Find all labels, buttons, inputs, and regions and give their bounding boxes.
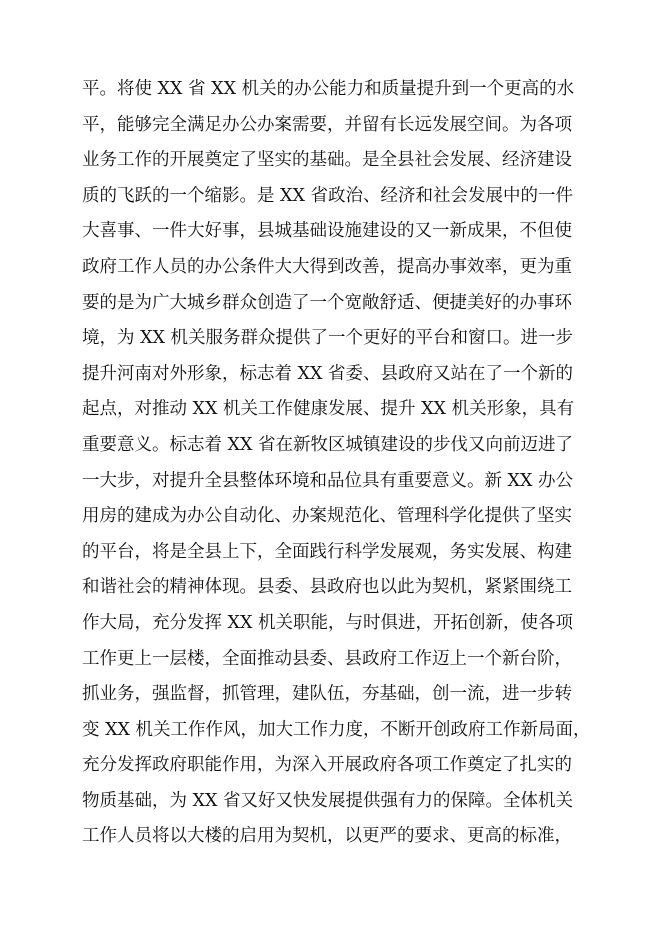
text-line: 物质基础，为 XX 省又好又快发展提供强有力的保障。全体机关 [82, 790, 574, 811]
text-line: 充分发挥政府职能作用，为深入开展政府各项工作奠定了扎实的 [82, 755, 572, 776]
text-line: 变 XX 机关工作作风，加大工作力度，不断开创政府工作新局面， [82, 719, 591, 740]
text-line: 境，为 XX 机关服务群众提供了一个更好的平台和窗口。进一步 [82, 328, 574, 349]
text-line: 质的飞跃的一个缩影。是 XX 省政治、经济和社会发展中的一件 [82, 185, 574, 206]
text-line: 作大局，充分发挥 XX 机关职能，与时俱进，开拓创新，使各项 [82, 612, 574, 633]
body-text [82, 72, 591, 855]
text-line: 抓业务，强监督，抓管理，建队伍，夯基础，创一流，进一步转 [82, 684, 572, 705]
text-line: 重要意义。标志着 XX 省在新牧区城镇建设的步伐又向前迈进了 [82, 434, 574, 455]
text-line: 提升河南对外形象，标志着 XX 省委、县政府又站在了一个新的 [82, 363, 574, 384]
text-line: 工作更上一层楼，全面推动县委、县政府工作迈上一个新台阶， [82, 648, 572, 669]
text-line: 和谐社会的精神体现。县委、县政府也以此为契机，紧紧围绕工 [82, 577, 572, 598]
text-line: 一大步，对提升全县整体环境和品位具有重要意义。新 XX 办公 [82, 470, 574, 491]
text-line: 大喜事、一件大好事，县城基础设施建设的又一新成果，不但使 [82, 221, 572, 242]
text-line: 的平台，将是全县上下，全面践行科学发展观，务实发展、构建 [82, 541, 572, 562]
text-line: 工作人员将以大楼的启用为契机，以更严的要求、更高的标准， [82, 826, 572, 847]
text-line: 政府工作人员的办公条件大大得到改善，提高办事效率，更为重 [82, 256, 572, 277]
text-line: 要的是为广大城乡群众创造了一个宽敞舒适、便捷美好的办事环 [82, 292, 572, 313]
text-line: 业务工作的开展奠定了坚实的基础。是全县社会发展、经济建设 [82, 150, 572, 171]
text-line: 平。将使 XX 省 XX 机关的办公能力和质量提升到一个更高的水 [82, 79, 575, 99]
text-line: 起点，对推动 XX 机关工作健康发展、提升 XX 机关形象，具有 [82, 399, 575, 420]
text-line: 用房的建成为办公自动化、办案规范化、管理科学化提供了坚实 [82, 506, 572, 527]
text-line: 平，能够完全满足办公办案需要，并留有长远发展空间。为各项 [82, 114, 572, 135]
